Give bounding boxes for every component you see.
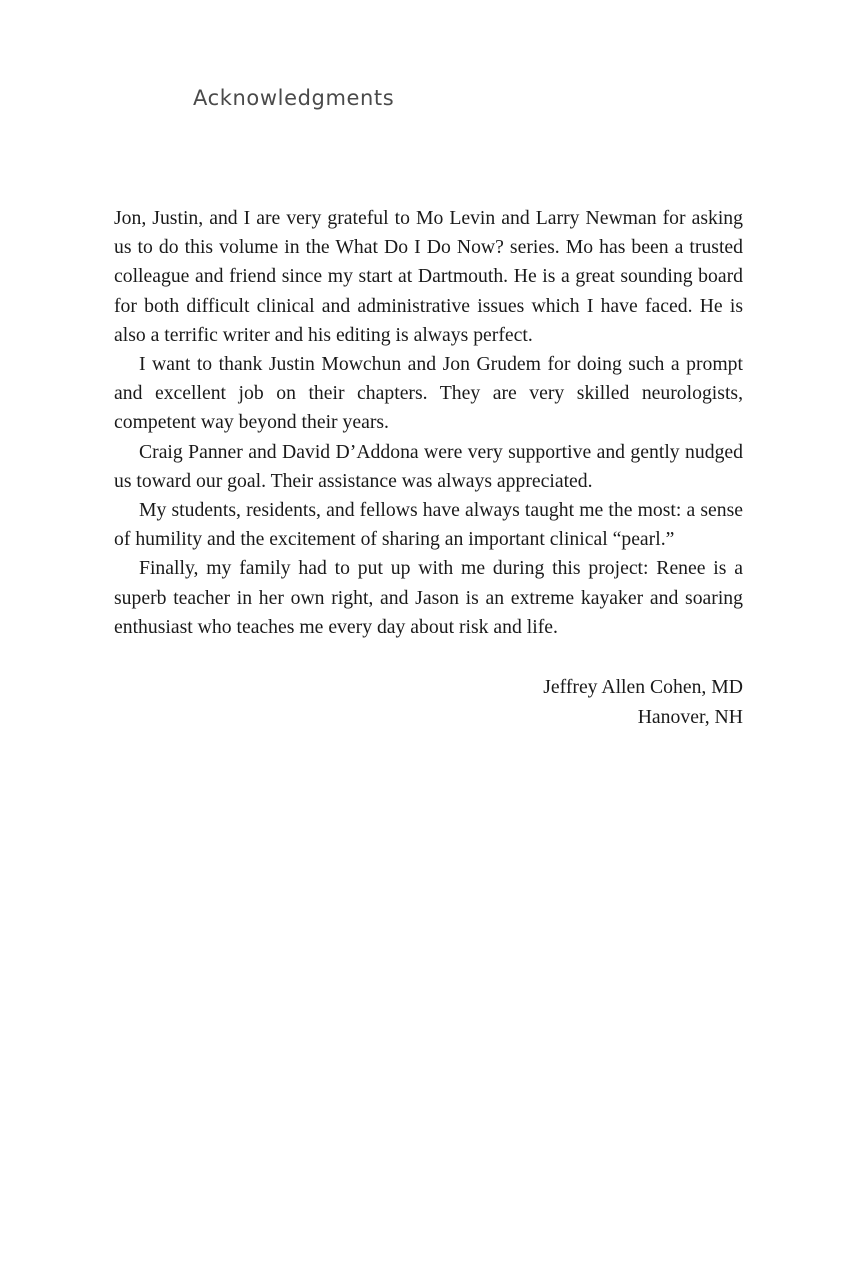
paragraph: Jon, Justin, and I are very grateful to Mo Levin and Larry Newman for asking us to do this volume in the What Do I Do Now? series. Mo has been a trusted colleague and friend since my start at Dartmouth. He is a great sounding board for both difficult clinical and administrative issues which I have faced. He is also a terrific writer and his editing is always perfect.: [114, 207, 743, 346]
paragraph: Finally, my family had to put up with me during this project: Renee is a superb teacher in her own right, and Jason is an extreme kayaker and soaring enthusiast who teaches me every day about risk and life.: [114, 557, 743, 638]
signature-location: Hanover, NH: [637, 705, 743, 728]
signature-block: [543, 673, 743, 732]
acknowledgments-body: [114, 204, 743, 642]
page-heading: Acknowledgments: [193, 86, 395, 110]
paragraph: My students, residents, and fellows have always taught me the most: a sense of humility and the excitement of sharing an important clinical “pearl.”: [114, 499, 743, 551]
paragraph: Craig Panner and David D’Addona were very supportive and gently nudged us toward our goal. Their assistance was always appreciated.: [114, 440, 743, 492]
paragraph: I want to thank Justin Mowchun and Jon Grudem for doing such a prompt and excellent job on their chapters. They are very skilled neurologists, competent way beyond their years.: [114, 353, 743, 434]
signature-name: Jeffrey Allen Cohen, MD: [543, 676, 743, 698]
